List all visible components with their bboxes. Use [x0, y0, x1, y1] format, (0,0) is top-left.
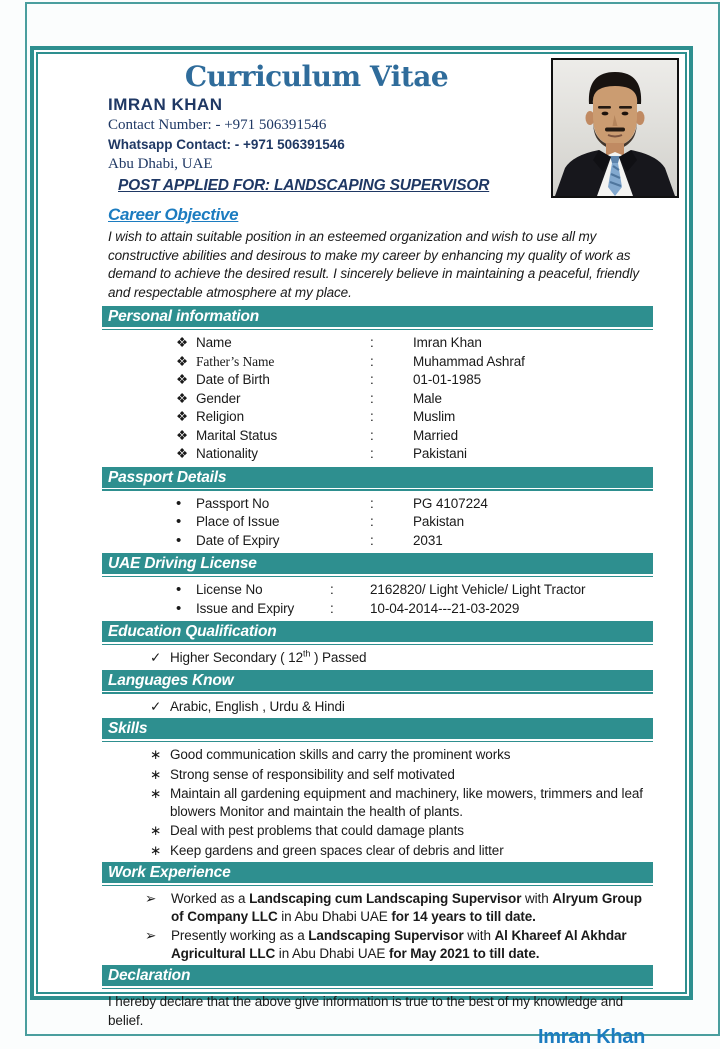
- text-segment: Landscaping Supervisor: [308, 928, 464, 943]
- row-colon: :: [370, 495, 374, 511]
- row-label: License No: [196, 582, 263, 597]
- list-bullet-icon: ∗: [150, 747, 162, 762]
- bullet-icon: ❖: [176, 390, 189, 406]
- text-segment: Al Khareef Al Akhdar Agricultural LLC: [171, 928, 627, 961]
- list-item: [108, 649, 655, 667]
- text-segment: Higher Secondary ( 12: [170, 650, 303, 665]
- bullet-icon: •: [176, 494, 182, 512]
- page-content: [38, 54, 685, 1048]
- bullet-icon: •: [176, 599, 182, 617]
- info-row: [108, 532, 655, 551]
- bullet-icon: ❖: [176, 353, 189, 369]
- bullet-icon: ❖: [176, 446, 189, 461]
- text-segment: Alryum Group of Company LLC: [171, 891, 642, 924]
- row-label: Date of Expiry: [196, 532, 280, 548]
- contact-number: Contact Number: - +971 506391546: [108, 117, 327, 133]
- row-value: Muhammad Ashraf: [413, 353, 525, 369]
- row-value: Married: [413, 427, 459, 443]
- row-label: Passport No: [196, 495, 270, 511]
- driving-license-rows: [108, 581, 655, 618]
- list-item-text: [171, 927, 655, 962]
- bullet-icon: ❖: [176, 427, 189, 443]
- list-item-text: [170, 766, 455, 784]
- page-border-inner-line: [36, 52, 687, 1048]
- list-item: [108, 746, 655, 764]
- list-bullet-icon: ∗: [150, 823, 162, 838]
- section-banner-languages: Languages Know: [102, 670, 653, 691]
- education-items: [108, 649, 655, 667]
- career-objective-heading: Career Objective: [108, 205, 239, 224]
- section-banner-personal-information: Personal information: [102, 306, 653, 327]
- text-segment: th: [302, 648, 311, 659]
- list-item: [108, 698, 655, 716]
- row-label: Place of Issue: [196, 514, 280, 529]
- bullet-icon: ❖: [176, 335, 189, 350]
- text-segment: ) Passed: [310, 650, 367, 665]
- text-segment: in Abu Dhabi UAE: [277, 908, 392, 924]
- row-colon: :: [370, 532, 374, 548]
- info-row: [108, 353, 655, 372]
- row-colon: :: [370, 514, 374, 529]
- applicant-name: IMRAN KHAN: [108, 95, 223, 114]
- row-value: Pakistani: [413, 446, 467, 461]
- list-item: [108, 785, 655, 820]
- list-item: [108, 927, 655, 962]
- whatsapp-contact: Whatsapp Contact: - +971 506391546: [108, 137, 345, 152]
- row-colon: :: [370, 409, 374, 424]
- list-item-text: [170, 842, 504, 860]
- row-label: Gender: [196, 390, 241, 406]
- list-item: [108, 842, 655, 860]
- row-colon: :: [330, 600, 334, 616]
- list-item: [108, 890, 655, 925]
- text-segment: Deal with pest problems that could damage plants: [170, 823, 464, 838]
- list-item-text: [170, 785, 645, 820]
- row-value: Imran Khan: [413, 335, 482, 350]
- info-row: [108, 371, 655, 390]
- row-label: Father’s Name: [196, 353, 275, 369]
- list-item-text: [171, 890, 655, 925]
- bullet-icon: ❖: [176, 409, 189, 424]
- signature-name: Imran Khan: [537, 1026, 645, 1048]
- text-segment: Arabic, English , Urdu & Hindi: [170, 698, 345, 714]
- text-segment: for 14 years to till date.: [391, 908, 536, 924]
- languages-items: [108, 698, 655, 716]
- info-row: [108, 427, 655, 446]
- row-value: 2162820/ Light Vehicle/ Light Tractor: [370, 582, 586, 597]
- info-row: [108, 581, 655, 600]
- row-colon: :: [370, 427, 374, 443]
- row-colon: :: [370, 390, 374, 406]
- info-row: [108, 334, 655, 353]
- row-label: Nationality: [196, 446, 258, 461]
- row-value: Male: [413, 390, 442, 406]
- text-segment: with: [463, 928, 495, 943]
- personal-information-rows: [108, 334, 655, 464]
- row-value: Pakistan: [413, 514, 464, 529]
- list-bullet-icon: ∗: [150, 786, 162, 801]
- list-item: [108, 766, 655, 784]
- location: Abu Dhabi, UAE: [108, 156, 213, 172]
- text-segment: Good communication skills and carry the prominent works: [170, 747, 511, 762]
- list-item-text: [170, 822, 464, 840]
- page-border-frame: [30, 46, 693, 1048]
- row-label: Name: [196, 335, 232, 350]
- list-bullet-icon: ∗: [150, 766, 162, 782]
- section-banner-skills: Skills: [102, 718, 653, 739]
- list-item-text: [170, 698, 345, 716]
- list-item-text: [170, 649, 366, 667]
- section-banner-passport-details: Passport Details: [102, 467, 653, 488]
- row-value: PG 4107224: [413, 495, 488, 511]
- row-label: Issue and Expiry: [196, 600, 295, 616]
- text-segment: Worked as a: [171, 891, 250, 906]
- text-segment: Maintain all gardening equipment and machinery, like mowers, trimmers and leaf blowers Monitor and maintain the health of plants.: [170, 786, 643, 819]
- list-bullet-icon: ✓: [150, 698, 162, 714]
- list-bullet-icon: ✓: [150, 650, 162, 665]
- text-segment: in Abu Dhabi UAE: [275, 945, 389, 961]
- section-banner-declaration: Declaration: [102, 965, 653, 986]
- list-item-text: [170, 746, 510, 764]
- declaration-text: I hereby declare that the above give information is true to the best of my knowledge and belief.: [108, 994, 624, 1028]
- text-segment: with: [521, 891, 553, 906]
- career-objective-text: I wish to attain suitable position in an esteemed organization and wish to use all my constructive abilities and desirous to make my career by enhancing my quality of work as demand to achieve the desired result. I sincerely believe in maintaining a peaceful, friendly and respectable atmosphere at my place.: [108, 229, 640, 300]
- text-segment: Presently working as a: [171, 928, 309, 943]
- info-row: [108, 600, 655, 619]
- row-label: Religion: [196, 409, 244, 424]
- row-colon: :: [330, 582, 334, 597]
- bullet-icon: •: [176, 581, 182, 598]
- list-bullet-icon: ∗: [150, 842, 162, 858]
- info-row: [108, 445, 655, 464]
- skills-items: [108, 746, 655, 859]
- text-segment: for May 2021 to till date.: [388, 945, 540, 961]
- row-colon: :: [370, 335, 374, 350]
- row-value: Muslim: [413, 409, 456, 424]
- list-bullet-icon: ➢: [145, 891, 157, 906]
- section-banner-education: Education Qualification: [102, 621, 653, 642]
- row-value: 10-04-2014---21-03-2029: [370, 600, 520, 616]
- row-value: 2031: [413, 532, 443, 548]
- row-label: Marital Status: [196, 427, 278, 443]
- bullet-icon: •: [176, 531, 182, 549]
- bullet-icon: ❖: [176, 372, 189, 387]
- info-row: [108, 495, 655, 514]
- section-banner-driving-license: UAE Driving License: [102, 553, 653, 574]
- text-segment: Strong sense of responsibility and self motivated: [170, 766, 455, 782]
- list-item: [108, 822, 655, 840]
- document-title: Curriculum Vitae: [184, 60, 449, 93]
- passport-details-rows: [108, 495, 655, 551]
- work-experience-items: [108, 890, 655, 962]
- list-bullet-icon: ➢: [145, 928, 157, 943]
- row-label: Date of Birth: [196, 372, 270, 387]
- row-colon: :: [370, 372, 374, 387]
- row-value: 01-01-1985: [413, 372, 482, 387]
- section-banner-work-experience: Work Experience: [102, 862, 653, 883]
- text-segment: Keep gardens and green spaces clear of debris and litter: [170, 842, 504, 858]
- text-segment: Landscaping cum Landscaping Supervisor: [249, 891, 522, 906]
- bullet-icon: •: [176, 513, 182, 530]
- info-row: [108, 408, 655, 427]
- info-row: [108, 390, 655, 409]
- row-colon: :: [370, 353, 374, 369]
- post-applied-line: POST APPLIED FOR: LANDSCAPING SUPERVISOR: [118, 177, 490, 194]
- row-colon: :: [370, 446, 374, 461]
- info-row: [108, 513, 655, 532]
